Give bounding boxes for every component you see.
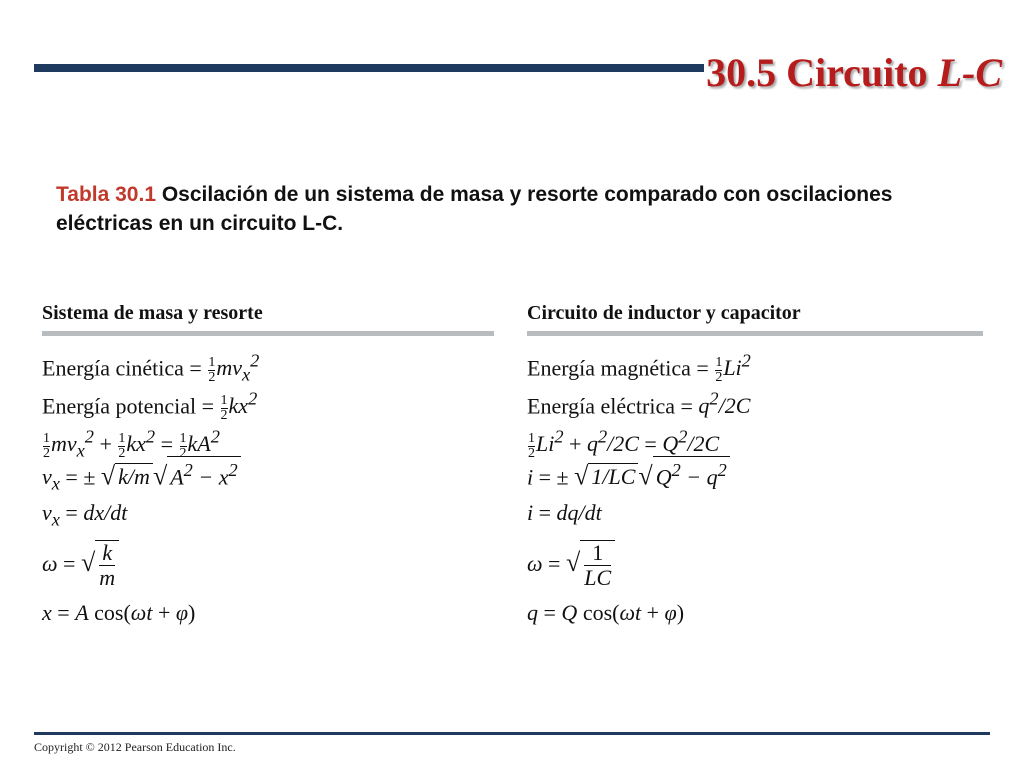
slide-title: 30.5 Circuito L-C: [706, 50, 1002, 95]
copyright-footer: Copyright © 2012 Pearson Education Inc.: [34, 740, 236, 754]
equation: $v_x = dx/dt$: [42, 500, 128, 530]
equation: $\frac{1}{2}$ $mv_x^2$ + $\frac{1}{2}$ $kx^2$ = $\frac{1}{2}$ $kA^2$: [43, 427, 220, 461]
footer-rule: [34, 732, 990, 735]
equation: $\frac{1}{2}$ $Li^2 + q^2/2C = Q^2/2C$: [528, 427, 720, 461]
mass-spring-heading: Sistema de masa y resorte: [42, 302, 263, 324]
table-number: Tabla 30.1: [56, 183, 156, 206]
equation: Energía potencial = $\frac{1}{2}$ $kx^2$: [42, 389, 258, 423]
table-caption: [56, 180, 956, 238]
mass-spring-column: [42, 298, 494, 632]
heading-rule: [527, 331, 983, 336]
lc-circuit-column: [527, 298, 983, 632]
equation: i = dq/dt: [527, 500, 602, 525]
heading-rule: [42, 331, 494, 336]
equation: Energía cinética = $\frac{1}{2}$ $mv_x^2$: [42, 351, 260, 385]
caption-text: Oscilación de un sistema de masa y resorte comparado con oscilaciones eléctricas en un circuito L-C.: [56, 183, 893, 235]
equation: x = A cos(ωt + φ): [42, 600, 196, 625]
equation: Energía eléctrica = $q^2/2C$: [527, 389, 751, 419]
lc-circuit-heading: Circuito de inductor y capacitor: [527, 302, 801, 324]
equation: Energía magnética = $\frac{1}{2}$ Li$^2$: [527, 351, 751, 385]
equation: ω = √ $\frac{1}{LC}$: [527, 532, 983, 594]
equation: $v_x$ = ± √ k/m √ $A^2 - x^2$: [42, 456, 494, 494]
equation: q = Q cos(ωt + φ): [527, 600, 685, 625]
equation: ω = √ $\frac{k}{m}$: [42, 532, 494, 594]
equation: i = ± √ 1/LC √ $Q^2 - q^2$: [527, 456, 983, 494]
